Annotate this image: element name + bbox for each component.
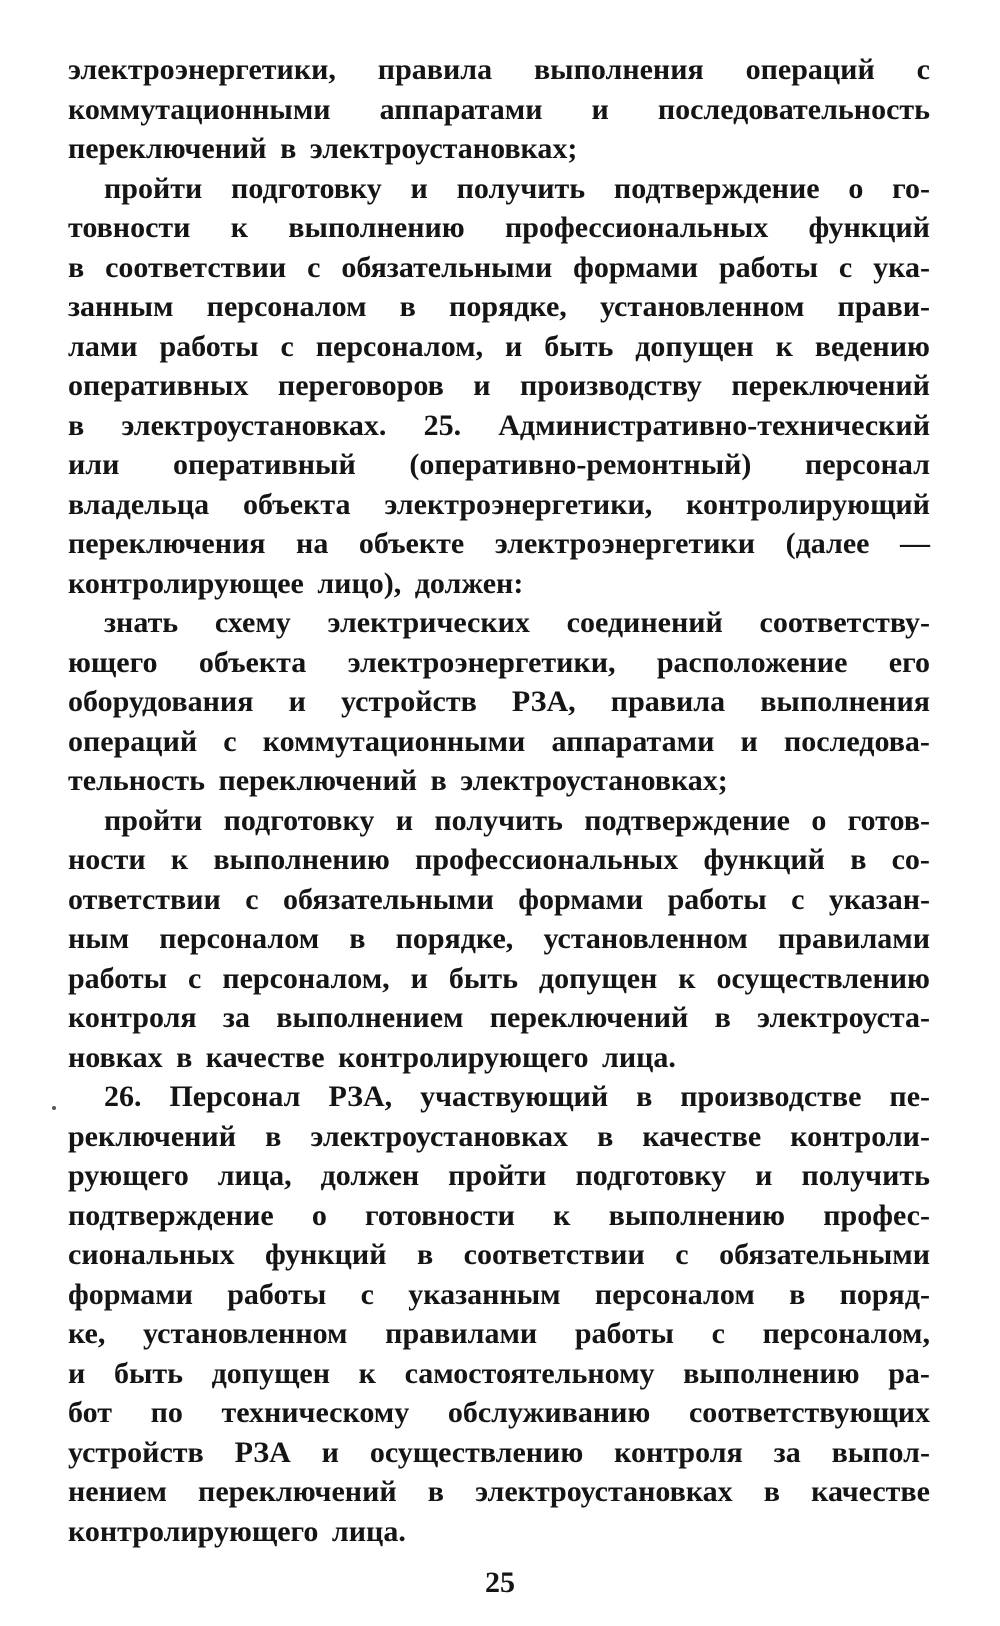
text-line: оборудования и устройств РЗА, правила выполнения (68, 685, 930, 718)
text-line: контролирующего лица. (68, 1514, 406, 1548)
text-line: ке, установленном правилами работы с персоналом, (68, 1317, 930, 1350)
text-line: рующего лица, должен пройти подготовку и получить (68, 1159, 930, 1192)
text-line: коммутационными аппаратами и последовательность (68, 92, 930, 126)
text-line: пройти подготовку и получить подтверждение о го- (104, 171, 930, 205)
text-line: ющего объекта электроэнергетики, расположение его (68, 645, 930, 679)
text-line: в соответствии с обязательными формами работы с ука- (68, 250, 930, 284)
text-line: контролирующее лицо), должен: (68, 566, 524, 600)
text-line: ответствии с обязательными формами работы с указан- (68, 882, 930, 916)
text-line: ности к выполнению профессиональных функций в со- (68, 843, 930, 876)
body-text (68, 50, 930, 1551)
text-line: 26. Персонал РЗА, участвующий в производстве пе- (104, 1080, 930, 1113)
text-line: формами работы с указанным персоналом в поряд- (68, 1277, 930, 1311)
text-line: электроэнергетики, правила выполнения операций с (68, 53, 930, 86)
text-line: знать схему электрических соединений соответству- (104, 606, 930, 639)
text-line: лами работы с персоналом, и быть допущен к ведению (68, 329, 930, 363)
text-line: новках в качестве контролирующего лица. (68, 1040, 676, 1074)
text-line: устройств РЗА и осуществлению контроля за выпол- (68, 1435, 930, 1469)
text-line: подтверждение о готовности к выполнению профес- (68, 1198, 930, 1232)
text-line: и быть допущен к самостоятельному выполнению ра- (68, 1356, 930, 1390)
text-line: занным персоналом в порядке, установленном прави- (68, 290, 930, 323)
page-number: 25 (485, 1566, 515, 1599)
text-line: ным персоналом в порядке, установленном правилами (68, 922, 930, 955)
text-line: сиональных функций в соответствии с обязательными (68, 1238, 930, 1271)
text-line: тельность переключений в электроустановках; (68, 764, 728, 797)
text-line: реключений в электроустановках в качестве контроли- (68, 1119, 930, 1153)
text-line: оперативных переговоров и производству переключений (68, 369, 930, 402)
text-line: или оперативный (оперативно-ремонтный) персонал (68, 448, 930, 481)
print-speck (52, 1106, 56, 1110)
text-line: в электроустановках. 25. Административно-технический (68, 408, 930, 442)
text-line: бот по техническому обслуживанию соответствующих (68, 1396, 930, 1429)
text-line: операций с коммутационными аппаратами и последова- (68, 724, 930, 758)
text-line: работы с персоналом, и быть допущен к осуществлению (68, 961, 930, 995)
text-line: контроля за выполнением переключений в электроуста- (68, 1001, 930, 1034)
text-line: нением переключений в электроустановках в качестве (68, 1475, 930, 1508)
text-line: товности к выполнению профессиональных функций (68, 211, 930, 244)
text-line: пройти подготовку и получить подтверждение о готов- (104, 803, 930, 837)
text-line: владельца объекта электроэнергетики, контролирующий (68, 487, 930, 521)
text-line: переключения на объекте электроэнергетики (далее — (68, 527, 930, 560)
text-line: переключений в электроустановках; (68, 132, 578, 165)
